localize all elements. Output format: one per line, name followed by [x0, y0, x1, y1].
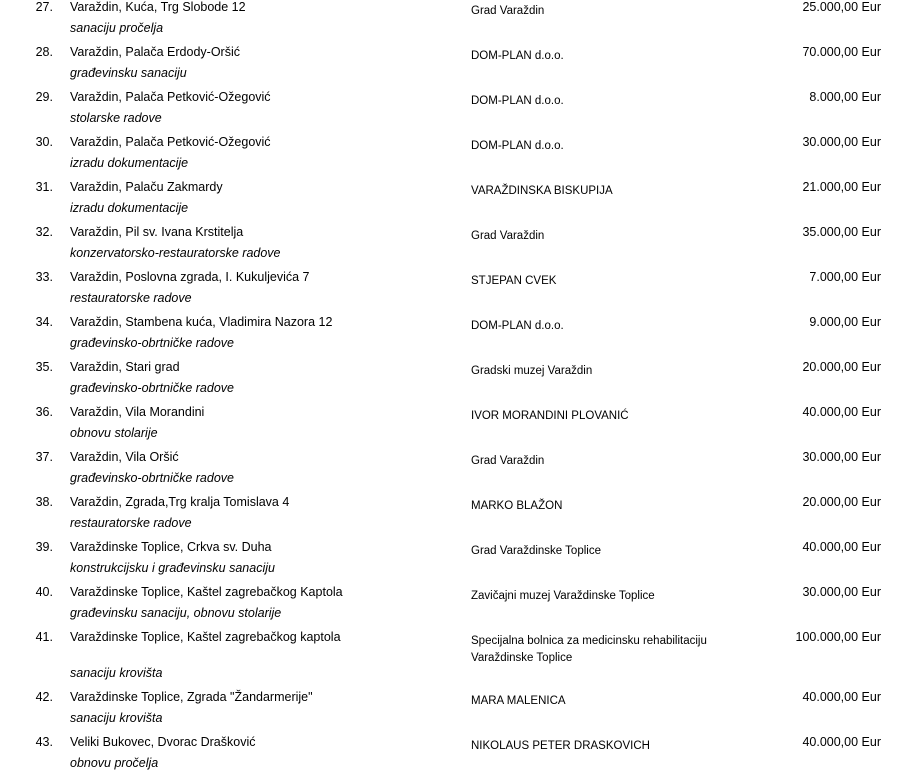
- item-recipient: Grad Varaždinske Toplice: [471, 545, 601, 557]
- item-number: 43.: [35, 735, 53, 749]
- item-recipient: Grad Varaždin: [471, 230, 545, 242]
- item-work: obnovu stolarije: [70, 426, 158, 440]
- item-number: 27.: [35, 0, 53, 14]
- list-item: [0, 180, 906, 225]
- item-work: građevinsku sanaciju, obnovu stolarije: [70, 606, 282, 620]
- item-number: 35.: [35, 360, 53, 374]
- item-amount: 35.000,00 Eur: [802, 225, 881, 239]
- item-recipient-line1: Specijalna bolnica za medicinsku rehabilitaciju: [471, 635, 707, 647]
- item-recipient: [471, 634, 707, 665]
- item-location: Varaždin, Vila Oršić: [70, 450, 179, 464]
- item-number: 36.: [35, 405, 53, 419]
- item-amount: 40.000,00 Eur: [802, 735, 881, 749]
- list-item: [0, 495, 906, 540]
- item-recipient: DOM-PLAN d.o.o.: [471, 140, 564, 152]
- list-item: [0, 45, 906, 90]
- item-amount: 40.000,00 Eur: [802, 405, 881, 419]
- item-work: građevinsko-obrtničke radove: [70, 336, 234, 350]
- item-number: 41.: [35, 630, 53, 644]
- item-number: 28.: [35, 45, 53, 59]
- list-item: [0, 690, 906, 735]
- item-location: Varaždinske Toplice, Zgrada "Žandarmerije": [70, 690, 313, 704]
- item-number: 30.: [35, 135, 53, 149]
- list-item: [0, 630, 906, 690]
- item-number: 38.: [35, 495, 53, 509]
- item-location: Varaždin, Palača Petković-Ožegović: [70, 90, 271, 104]
- item-location: Varaždin, Palača Petković-Ožegović: [70, 135, 271, 149]
- item-recipient: STJEPAN CVEK: [471, 275, 557, 287]
- item-location: Varaždinske Toplice, Crkva sv. Duha: [70, 540, 272, 554]
- item-work: građevinsko-obrtničke radove: [70, 381, 234, 395]
- item-amount: 30.000,00 Eur: [802, 585, 881, 599]
- item-location: Varaždinske Toplice, Kaštel zagrebačkog kaptola: [70, 630, 341, 644]
- item-location: Varaždin, Pil sv. Ivana Krstitelja: [70, 225, 244, 239]
- item-location: Varaždin, Stari grad: [70, 360, 180, 374]
- item-amount: 30.000,00 Eur: [802, 450, 881, 464]
- item-location: Varaždin, Palača Erdody-Oršić: [70, 45, 240, 59]
- item-work: izradu dokumentacije: [70, 156, 189, 170]
- item-amount: 40.000,00 Eur: [802, 690, 881, 704]
- item-amount: 7.000,00 Eur: [809, 270, 881, 284]
- item-work: obnovu pročelja: [70, 756, 159, 770]
- item-amount: 70.000,00 Eur: [802, 45, 881, 59]
- item-work: stolarske radove: [70, 111, 162, 125]
- list-item: [0, 90, 906, 135]
- list-item: [0, 360, 906, 405]
- item-amount: 9.000,00 Eur: [809, 315, 881, 329]
- item-recipient: DOM-PLAN d.o.o.: [471, 320, 564, 332]
- item-recipient: Gradski muzej Varaždin: [471, 365, 593, 377]
- item-location: Varaždin, Kuća, Trg Slobode 12: [70, 0, 246, 14]
- item-amount: 100.000,00 Eur: [795, 630, 881, 644]
- item-amount: 40.000,00 Eur: [802, 540, 881, 554]
- item-recipient: MARA MALENICA: [471, 695, 566, 707]
- item-amount: 20.000,00 Eur: [802, 360, 881, 374]
- list-item: [0, 735, 906, 780]
- item-number: 34.: [35, 315, 53, 329]
- list-item: [0, 585, 906, 630]
- item-recipient: DOM-PLAN d.o.o.: [471, 95, 564, 107]
- item-amount: 8.000,00 Eur: [809, 90, 881, 104]
- item-work: restauratorske radove: [70, 516, 192, 530]
- item-amount: 30.000,00 Eur: [802, 135, 881, 149]
- item-recipient: MARKO BLAŽON: [471, 500, 563, 512]
- item-recipient: Grad Varaždin: [471, 455, 545, 467]
- item-recipient: DOM-PLAN d.o.o.: [471, 50, 564, 62]
- item-recipient: Zavičajni muzej Varaždinske Toplice: [471, 590, 655, 602]
- item-recipient-line2: Varaždinske Toplice: [471, 652, 573, 664]
- item-work: sanaciju krovišta: [70, 666, 163, 680]
- item-location: Varaždin, Vila Morandini: [70, 405, 205, 419]
- item-work: sanaciju pročelja: [70, 21, 164, 35]
- list-item: [0, 0, 906, 45]
- item-number: 39.: [35, 540, 53, 554]
- item-number: 37.: [35, 450, 53, 464]
- item-number: 32.: [35, 225, 53, 239]
- list-item: [0, 315, 906, 360]
- item-recipient: IVOR MORANDINI PLOVANIĆ: [471, 410, 629, 422]
- item-amount: 20.000,00 Eur: [802, 495, 881, 509]
- list-item: [0, 450, 906, 495]
- list-item: [0, 225, 906, 270]
- item-number: 42.: [35, 690, 53, 704]
- list-item: [0, 135, 906, 180]
- list-item: [0, 270, 906, 315]
- item-number: 29.: [35, 90, 53, 104]
- item-location: Varaždinske Toplice, Kaštel zagrebačkog Kaptola: [70, 585, 343, 599]
- item-work: restauratorske radove: [70, 291, 192, 305]
- item-recipient: Grad Varaždin: [471, 5, 545, 17]
- item-work: sanaciju krovišta: [70, 711, 163, 725]
- item-location: Veliki Bukovec, Dvorac Drašković: [70, 735, 256, 749]
- item-number: 40.: [35, 585, 53, 599]
- item-location: Varaždin, Palaču Zakmardy: [70, 180, 223, 194]
- item-work: građevinsku sanaciju: [70, 66, 187, 80]
- list-item: [0, 405, 906, 450]
- item-location: Varaždin, Stambena kuća, Vladimira Nazora 12: [70, 315, 333, 329]
- item-work: građevinsko-obrtničke radove: [70, 471, 234, 485]
- item-number: 33.: [35, 270, 53, 284]
- item-amount: 25.000,00 Eur: [802, 0, 881, 14]
- item-number: 31.: [35, 180, 53, 194]
- item-work: izradu dokumentacije: [70, 201, 189, 215]
- list-item: [0, 540, 906, 585]
- item-recipient: VARAŽDINSKA BISKUPIJA: [471, 185, 613, 197]
- item-work: konzervatorsko-restauratorske radove: [70, 246, 281, 260]
- item-location: Varaždin, Poslovna zgrada, I. Kukuljevića 7: [70, 270, 310, 284]
- item-recipient: NIKOLAUS PETER DRASKOVICH: [471, 740, 650, 752]
- item-work: konstrukcijsku i građevinsku sanaciju: [70, 561, 275, 575]
- item-amount: 21.000,00 Eur: [802, 180, 881, 194]
- item-location: Varaždin, Zgrada,Trg kralja Tomislava 4: [70, 495, 290, 509]
